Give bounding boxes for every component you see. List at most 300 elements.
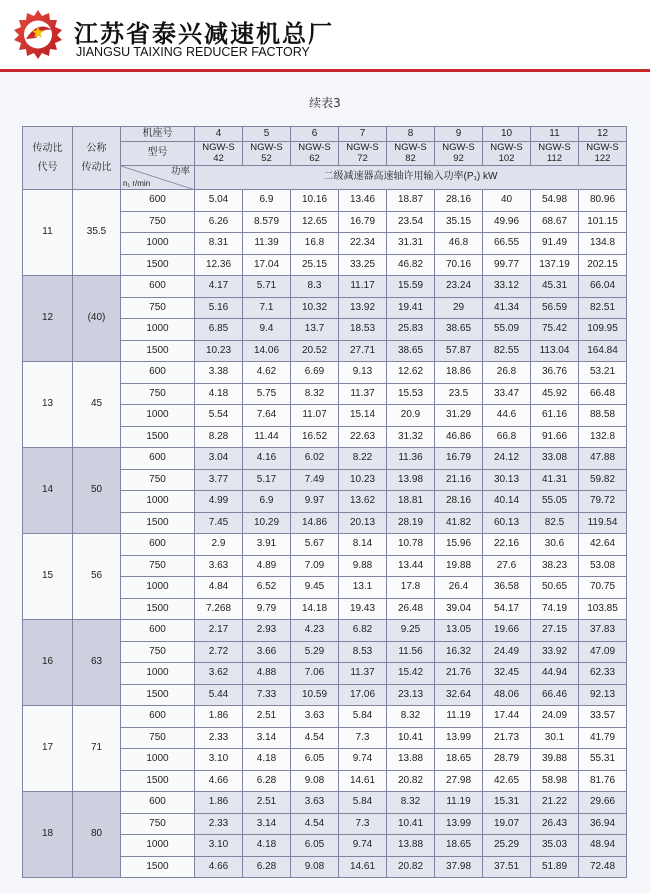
power-value-cell: 16.79 [435, 448, 483, 470]
power-value-cell: 18.65 [435, 749, 483, 771]
power-value-cell: 8.32 [387, 706, 435, 728]
power-value-cell: 5.75 [243, 383, 291, 405]
power-value-cell: 40.14 [483, 491, 531, 513]
power-value-cell: 2.9 [195, 534, 243, 556]
power-value-cell: 44.6 [483, 405, 531, 427]
frame-number-cell: 10 [483, 127, 531, 142]
power-value-cell: 2.51 [243, 792, 291, 814]
power-value-cell: 11.17 [339, 276, 387, 298]
power-value-cell: 7.49 [291, 469, 339, 491]
power-value-cell: 20.82 [387, 856, 435, 878]
power-value-cell: 54.98 [531, 190, 579, 212]
header-ratio-code: 传动比 代号 [23, 127, 73, 190]
power-value-cell: 28.16 [435, 491, 483, 513]
input-speed-cell: 600 [121, 362, 195, 384]
power-value-cell: 21.76 [435, 663, 483, 685]
power-value-cell: 30.13 [483, 469, 531, 491]
ratio-code-cell: 17 [23, 706, 73, 792]
input-speed-cell: 600 [121, 706, 195, 728]
power-value-cell: 18.65 [435, 835, 483, 857]
power-value-cell: 15.53 [387, 383, 435, 405]
power-value-cell: 8.53 [339, 641, 387, 663]
power-value-cell: 41.79 [579, 727, 627, 749]
input-speed-cell: 750 [121, 641, 195, 663]
power-value-cell: 4.88 [243, 663, 291, 685]
input-speed-cell: 1000 [121, 233, 195, 255]
power-value-cell: 24.12 [483, 448, 531, 470]
power-value-cell: 10.16 [291, 190, 339, 212]
power-value-cell: 14.61 [339, 770, 387, 792]
power-value-cell: 30.6 [531, 534, 579, 556]
power-value-cell: 62.33 [579, 663, 627, 685]
nominal-ratio-cell: 63 [73, 620, 121, 706]
power-value-cell: 18.81 [387, 491, 435, 513]
power-value-cell: 2.51 [243, 706, 291, 728]
table-row [23, 534, 627, 556]
power-value-cell: 26.48 [387, 598, 435, 620]
power-value-cell: 10.59 [291, 684, 339, 706]
power-value-cell: 23.13 [387, 684, 435, 706]
power-value-cell: 6.28 [243, 770, 291, 792]
power-value-cell: 22.63 [339, 426, 387, 448]
power-value-cell: 4.99 [195, 491, 243, 513]
power-value-cell: 35.15 [435, 211, 483, 233]
input-speed-cell: 600 [121, 792, 195, 814]
power-value-cell: 22.34 [339, 233, 387, 255]
input-speed-cell: 750 [121, 555, 195, 577]
input-speed-cell: 750 [121, 813, 195, 835]
power-value-cell: 15.31 [483, 792, 531, 814]
power-value-cell: 5.67 [291, 534, 339, 556]
power-value-cell: 9.25 [387, 620, 435, 642]
power-value-cell: 4.66 [195, 770, 243, 792]
power-value-cell: 8.32 [387, 792, 435, 814]
ratio-code-cell: 18 [23, 792, 73, 878]
power-value-cell: 91.66 [531, 426, 579, 448]
power-value-cell: 46.8 [435, 233, 483, 255]
power-value-cell: 9.97 [291, 491, 339, 513]
input-speed-cell: 1000 [121, 835, 195, 857]
power-value-cell: 42.64 [579, 534, 627, 556]
power-value-cell: 13.92 [339, 297, 387, 319]
power-value-cell: 46.86 [435, 426, 483, 448]
header-span-title: 二级减速器高速轴许用输入功率(P₁) kW [195, 166, 627, 190]
power-value-cell: 3.14 [243, 813, 291, 835]
power-value-cell: 15.42 [387, 663, 435, 685]
power-value-cell: 17.04 [243, 254, 291, 276]
nominal-ratio-cell: 45 [73, 362, 121, 448]
power-value-cell: 4.18 [195, 383, 243, 405]
nominal-ratio-cell: 80 [73, 792, 121, 878]
power-value-cell: 9.08 [291, 856, 339, 878]
power-value-cell: 11.37 [339, 383, 387, 405]
power-value-cell: 32.64 [435, 684, 483, 706]
power-value-cell: 164.84 [579, 340, 627, 362]
power-value-cell: 4.84 [195, 577, 243, 599]
power-value-cell: 3.66 [243, 641, 291, 663]
power-value-cell: 6.05 [291, 835, 339, 857]
power-value-cell: 15.14 [339, 405, 387, 427]
power-value-cell: 82.5 [531, 512, 579, 534]
power-value-cell: 11.39 [243, 233, 291, 255]
power-value-cell: 55.09 [483, 319, 531, 341]
model-cell: NGW-S 112 [531, 142, 579, 166]
input-speed-cell: 1500 [121, 426, 195, 448]
power-value-cell: 51.89 [531, 856, 579, 878]
power-value-cell: 29.66 [579, 792, 627, 814]
power-value-cell: 46.82 [387, 254, 435, 276]
power-value-cell: 59.82 [579, 469, 627, 491]
power-value-cell: 70.16 [435, 254, 483, 276]
frame-number-cell: 12 [579, 127, 627, 142]
power-value-cell: 68.67 [531, 211, 579, 233]
power-value-cell: 5.17 [243, 469, 291, 491]
power-value-cell: 10.78 [387, 534, 435, 556]
power-value-cell: 4.18 [243, 835, 291, 857]
input-speed-cell: 750 [121, 727, 195, 749]
power-value-cell: 11.19 [435, 706, 483, 728]
model-cell: NGW-S 82 [387, 142, 435, 166]
power-value-cell: 9.79 [243, 598, 291, 620]
power-value-cell: 41.82 [435, 512, 483, 534]
power-value-cell: 58.98 [531, 770, 579, 792]
power-value-cell: 1.86 [195, 792, 243, 814]
power-value-cell: 9.13 [339, 362, 387, 384]
header-power: 功率 [170, 166, 190, 177]
power-value-cell: 33.92 [531, 641, 579, 663]
input-speed-cell: 1000 [121, 405, 195, 427]
power-value-cell: 19.41 [387, 297, 435, 319]
power-value-cell: 2.33 [195, 813, 243, 835]
power-value-cell: 27.6 [483, 555, 531, 577]
power-value-cell: 42.65 [483, 770, 531, 792]
power-value-cell: 5.84 [339, 706, 387, 728]
power-value-cell: 4.54 [291, 813, 339, 835]
power-value-cell: 7.3 [339, 813, 387, 835]
power-value-cell: 20.52 [291, 340, 339, 362]
power-value-cell: 3.38 [195, 362, 243, 384]
company-name-chinese: 江苏省泰兴减速机总厂 [74, 20, 334, 48]
power-value-cell: 7.09 [291, 555, 339, 577]
power-value-cell: 9.74 [339, 749, 387, 771]
input-speed-cell: 1500 [121, 340, 195, 362]
power-value-cell: 10.41 [387, 727, 435, 749]
power-value-cell: 66.55 [483, 233, 531, 255]
power-value-cell: 35.03 [531, 835, 579, 857]
power-value-cell: 25.29 [483, 835, 531, 857]
power-value-cell: 2.93 [243, 620, 291, 642]
input-speed-cell: 1000 [121, 319, 195, 341]
power-value-cell: 6.28 [243, 856, 291, 878]
power-value-cell: 31.29 [435, 405, 483, 427]
power-value-cell: 36.76 [531, 362, 579, 384]
power-value-cell: 28.79 [483, 749, 531, 771]
power-value-cell: 47.09 [579, 641, 627, 663]
power-value-cell: 56.59 [531, 297, 579, 319]
power-value-cell: 17.8 [387, 577, 435, 599]
power-value-cell: 75.42 [531, 319, 579, 341]
frame-number-cell: 6 [291, 127, 339, 142]
frame-number-cell: 4 [195, 127, 243, 142]
power-value-cell: 92.13 [579, 684, 627, 706]
input-speed-cell: 1000 [121, 663, 195, 685]
nominal-ratio-cell: 56 [73, 534, 121, 620]
model-cell: NGW-S 102 [483, 142, 531, 166]
company-logo-icon [12, 8, 64, 60]
page-header [0, 0, 650, 72]
power-value-cell: 8.579 [243, 211, 291, 233]
input-speed-cell: 750 [121, 469, 195, 491]
power-value-cell: 7.1 [243, 297, 291, 319]
power-value-cell: 19.43 [339, 598, 387, 620]
power-value-cell: 57.87 [435, 340, 483, 362]
power-value-cell: 8.31 [195, 233, 243, 255]
power-value-cell: 4.17 [195, 276, 243, 298]
power-value-cell: 41.31 [531, 469, 579, 491]
power-value-cell: 9.45 [291, 577, 339, 599]
power-value-cell: 66.46 [531, 684, 579, 706]
ratio-code-cell: 12 [23, 276, 73, 362]
power-value-cell: 4.62 [243, 362, 291, 384]
input-speed-cell: 1500 [121, 770, 195, 792]
power-value-cell: 26.8 [483, 362, 531, 384]
power-value-cell: 21.22 [531, 792, 579, 814]
power-value-cell: 7.45 [195, 512, 243, 534]
input-speed-cell: 1000 [121, 491, 195, 513]
nominal-ratio-cell: (40) [73, 276, 121, 362]
power-value-cell: 66.04 [579, 276, 627, 298]
table-row [23, 362, 627, 384]
power-value-cell: 7.3 [339, 727, 387, 749]
power-value-cell: 9.08 [291, 770, 339, 792]
power-value-cell: 15.96 [435, 534, 483, 556]
power-value-cell: 70.75 [579, 577, 627, 599]
nominal-ratio-cell: 35.5 [73, 190, 121, 276]
power-value-cell: 23.5 [435, 383, 483, 405]
model-cell: NGW-S 62 [291, 142, 339, 166]
input-speed-cell: 1000 [121, 749, 195, 771]
power-value-cell: 119.54 [579, 512, 627, 534]
power-value-cell: 31.31 [387, 233, 435, 255]
power-value-cell: 11.36 [387, 448, 435, 470]
power-value-cell: 24.49 [483, 641, 531, 663]
power-value-cell: 22.16 [483, 534, 531, 556]
power-value-cell: 14.18 [291, 598, 339, 620]
power-value-cell: 8.14 [339, 534, 387, 556]
power-value-cell: 61.16 [531, 405, 579, 427]
power-value-cell: 23.54 [387, 211, 435, 233]
power-value-cell: 21.16 [435, 469, 483, 491]
power-value-cell: 6.9 [243, 190, 291, 212]
power-value-cell: 14.86 [291, 512, 339, 534]
header-power-speed-diagonal [121, 166, 195, 190]
power-value-cell: 40 [483, 190, 531, 212]
power-value-cell: 33.25 [339, 254, 387, 276]
company-name-english: JIANGSU TAIXING REDUCER FACTORY [76, 45, 310, 59]
power-value-cell: 74.19 [531, 598, 579, 620]
power-value-cell: 38.65 [387, 340, 435, 362]
power-value-cell: 137.19 [531, 254, 579, 276]
power-value-cell: 38.23 [531, 555, 579, 577]
power-value-cell: 33.12 [483, 276, 531, 298]
power-value-cell: 20.9 [387, 405, 435, 427]
power-value-cell: 66.48 [579, 383, 627, 405]
frame-number-cell: 5 [243, 127, 291, 142]
table-row [23, 620, 627, 642]
header-model: 型号 [121, 142, 195, 166]
power-value-cell: 13.88 [387, 835, 435, 857]
power-value-cell: 80.96 [579, 190, 627, 212]
ratio-code-cell: 14 [23, 448, 73, 534]
power-value-cell: 6.02 [291, 448, 339, 470]
header-frame-no: 机座号 [121, 127, 195, 142]
frame-number-cell: 11 [531, 127, 579, 142]
power-value-cell: 6.26 [195, 211, 243, 233]
power-value-cell: 9.74 [339, 835, 387, 857]
power-value-cell: 47.88 [579, 448, 627, 470]
power-value-cell: 4.23 [291, 620, 339, 642]
power-value-cell: 82.51 [579, 297, 627, 319]
power-value-cell: 101.15 [579, 211, 627, 233]
power-value-cell: 30.1 [531, 727, 579, 749]
frame-number-cell: 9 [435, 127, 483, 142]
power-value-cell: 6.82 [339, 620, 387, 642]
power-value-cell: 16.52 [291, 426, 339, 448]
power-value-cell: 55.05 [531, 491, 579, 513]
power-value-cell: 28.16 [435, 190, 483, 212]
power-value-cell: 91.49 [531, 233, 579, 255]
power-value-cell: 3.10 [195, 835, 243, 857]
power-value-cell: 109.95 [579, 319, 627, 341]
power-value-cell: 13.7 [291, 319, 339, 341]
power-value-cell: 44.94 [531, 663, 579, 685]
power-value-cell: 16.8 [291, 233, 339, 255]
power-value-cell: 20.82 [387, 770, 435, 792]
power-value-cell: 12.62 [387, 362, 435, 384]
power-value-cell: 29 [435, 297, 483, 319]
power-value-cell: 13.44 [387, 555, 435, 577]
power-value-cell: 27.71 [339, 340, 387, 362]
power-value-cell: 11.37 [339, 663, 387, 685]
table-row [23, 706, 627, 728]
input-speed-cell: 750 [121, 297, 195, 319]
power-value-cell: 13.62 [339, 491, 387, 513]
power-value-cell: 12.36 [195, 254, 243, 276]
power-value-cell: 14.06 [243, 340, 291, 362]
power-value-cell: 15.59 [387, 276, 435, 298]
power-value-cell: 18.53 [339, 319, 387, 341]
power-value-cell: 5.44 [195, 684, 243, 706]
power-value-cell: 24.09 [531, 706, 579, 728]
nominal-ratio-cell: 71 [73, 706, 121, 792]
power-value-cell: 38.65 [435, 319, 483, 341]
power-value-cell: 79.72 [579, 491, 627, 513]
power-value-cell: 18.87 [387, 190, 435, 212]
model-cell: NGW-S 72 [339, 142, 387, 166]
power-value-cell: 33.57 [579, 706, 627, 728]
power-value-cell: 88.58 [579, 405, 627, 427]
power-value-cell: 37.51 [483, 856, 531, 878]
power-value-cell: 48.94 [579, 835, 627, 857]
power-value-cell: 53.21 [579, 362, 627, 384]
power-value-cell: 19.66 [483, 620, 531, 642]
power-value-cell: 19.88 [435, 555, 483, 577]
power-value-cell: 3.91 [243, 534, 291, 556]
power-value-cell: 39.88 [531, 749, 579, 771]
power-value-cell: 3.14 [243, 727, 291, 749]
power-value-cell: 4.18 [243, 749, 291, 771]
power-value-cell: 6.05 [291, 749, 339, 771]
power-value-cell: 39.04 [435, 598, 483, 620]
table-row [23, 792, 627, 814]
power-value-cell: 45.92 [531, 383, 579, 405]
power-value-cell: 8.22 [339, 448, 387, 470]
input-speed-cell: 750 [121, 383, 195, 405]
nominal-ratio-cell: 50 [73, 448, 121, 534]
power-value-cell: 8.28 [195, 426, 243, 448]
power-value-cell: 16.32 [435, 641, 483, 663]
input-speed-cell: 600 [121, 276, 195, 298]
power-value-cell: 9.4 [243, 319, 291, 341]
power-value-cell: 4.54 [291, 727, 339, 749]
power-value-cell: 53.08 [579, 555, 627, 577]
power-value-cell: 3.04 [195, 448, 243, 470]
header-speed: n₁ r/min [123, 178, 151, 188]
frame-number-cell: 7 [339, 127, 387, 142]
power-value-cell: 113.04 [531, 340, 579, 362]
power-value-cell: 10.23 [195, 340, 243, 362]
model-cell: NGW-S 92 [435, 142, 483, 166]
power-value-cell: 6.69 [291, 362, 339, 384]
input-speed-cell: 1000 [121, 577, 195, 599]
power-value-cell: 3.63 [291, 792, 339, 814]
input-speed-cell: 1500 [121, 254, 195, 276]
power-value-cell: 48.06 [483, 684, 531, 706]
model-cell: NGW-S 42 [195, 142, 243, 166]
power-value-cell: 31.32 [387, 426, 435, 448]
power-value-cell: 8.32 [291, 383, 339, 405]
ratio-code-cell: 16 [23, 620, 73, 706]
input-speed-cell: 600 [121, 448, 195, 470]
power-value-cell: 45.31 [531, 276, 579, 298]
input-speed-cell: 1500 [121, 684, 195, 706]
power-value-cell: 19.07 [483, 813, 531, 835]
power-value-cell: 5.84 [339, 792, 387, 814]
ratio-code-cell: 11 [23, 190, 73, 276]
power-value-cell: 60.13 [483, 512, 531, 534]
power-value-cell: 33.08 [531, 448, 579, 470]
power-value-cell: 37.98 [435, 856, 483, 878]
input-speed-cell: 1500 [121, 512, 195, 534]
power-value-cell: 27.15 [531, 620, 579, 642]
power-value-cell: 5.29 [291, 641, 339, 663]
power-value-cell: 26.43 [531, 813, 579, 835]
input-speed-cell: 600 [121, 620, 195, 642]
power-value-cell: 20.13 [339, 512, 387, 534]
power-value-cell: 36.94 [579, 813, 627, 835]
power-value-cell: 132.8 [579, 426, 627, 448]
power-value-cell: 37.83 [579, 620, 627, 642]
power-value-cell: 2.33 [195, 727, 243, 749]
power-rating-table [22, 126, 627, 878]
table-title: 续表3 [309, 96, 341, 110]
power-value-cell: 8.3 [291, 276, 339, 298]
power-value-cell: 25.15 [291, 254, 339, 276]
power-value-cell: 4.66 [195, 856, 243, 878]
frame-number-cell: 8 [387, 127, 435, 142]
power-value-cell: 50.65 [531, 577, 579, 599]
power-value-cell: 99.77 [483, 254, 531, 276]
